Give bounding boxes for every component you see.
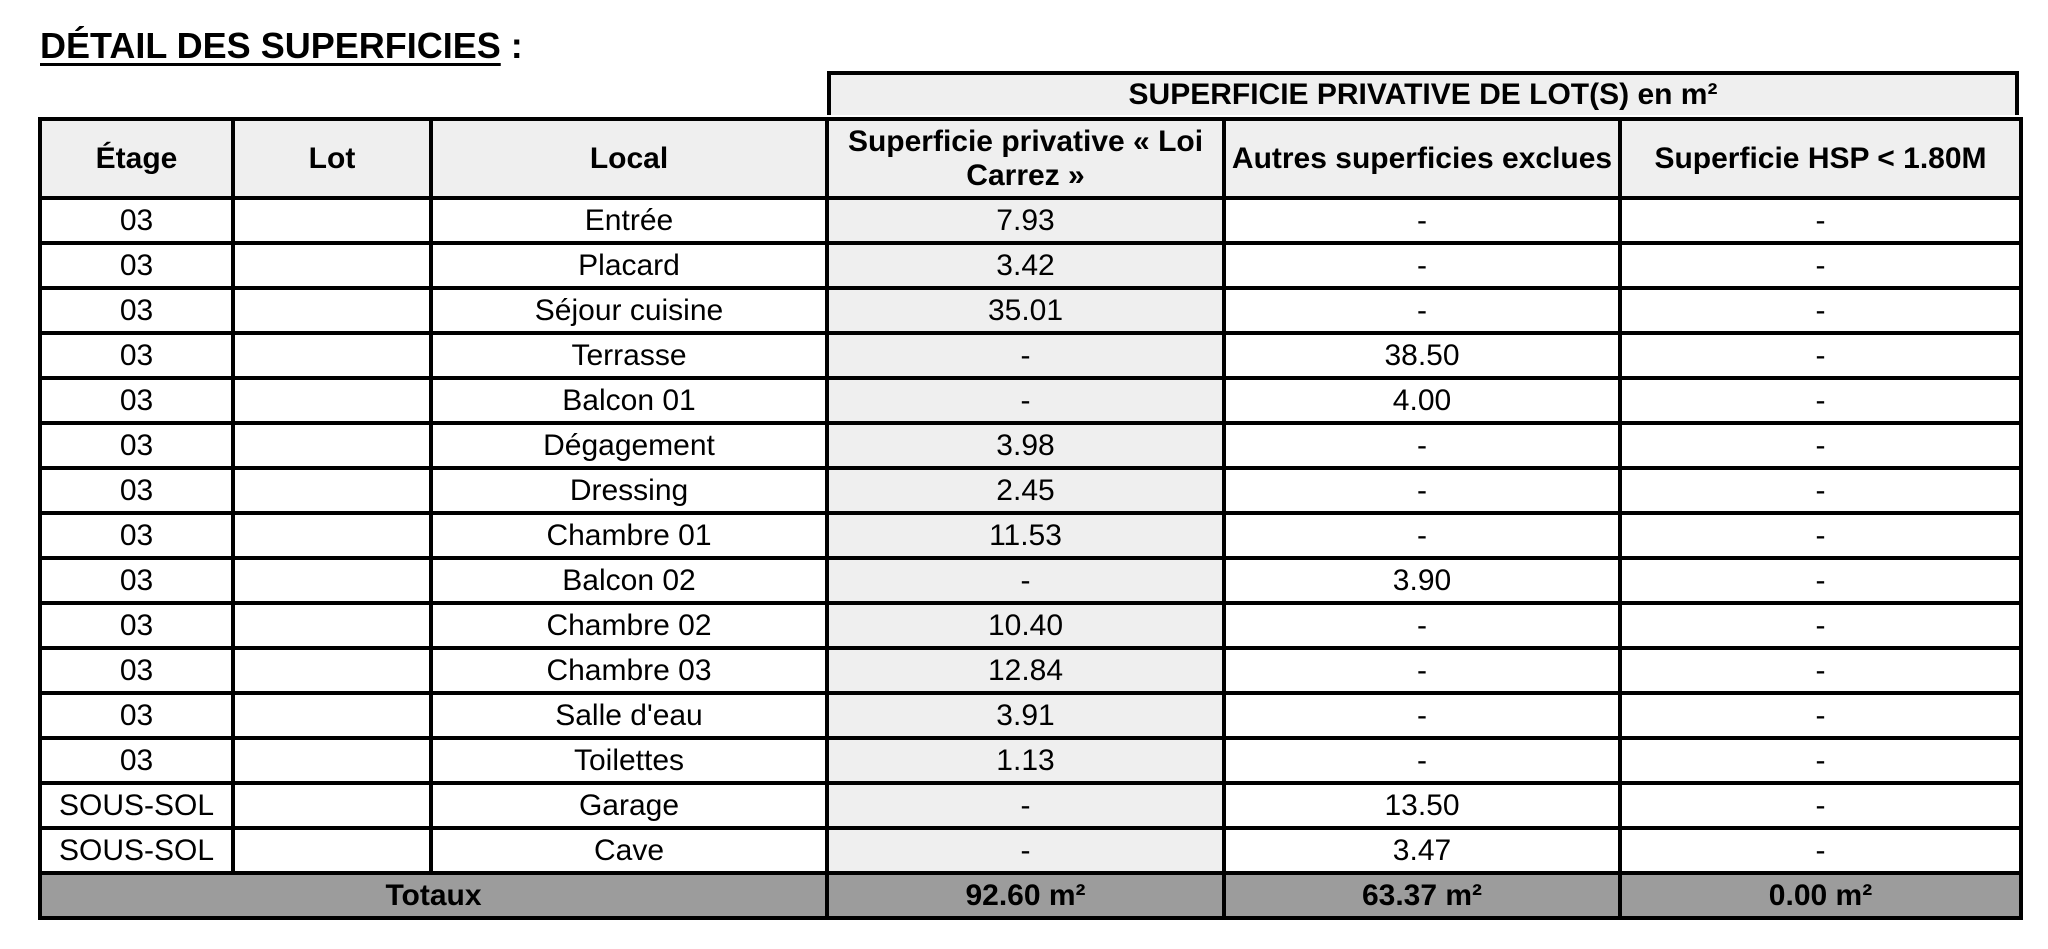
- cell-carrez: 3.98: [827, 423, 1224, 468]
- table-row: [40, 423, 2021, 468]
- cell-local: Toilettes: [431, 738, 827, 783]
- cell-local: Dressing: [431, 468, 827, 513]
- cell-autres: 13.50: [1224, 783, 1620, 828]
- table-row: [40, 513, 2021, 558]
- cell-hsp: -: [1620, 783, 2021, 828]
- cell-carrez: -: [827, 378, 1224, 423]
- total-autres: 63.37 m²: [1224, 873, 1620, 918]
- cell-local: Balcon 02: [431, 558, 827, 603]
- column-header-etage: Étage: [40, 119, 233, 198]
- cell-lot: [233, 333, 431, 378]
- cell-etage: 03: [40, 603, 233, 648]
- totals-row: [40, 873, 2021, 918]
- cell-etage: SOUS-SOL: [40, 783, 233, 828]
- cell-lot: [233, 693, 431, 738]
- column-header-hsp: Superficie HSP < 1.80M: [1620, 119, 2021, 198]
- cell-carrez: -: [827, 828, 1224, 873]
- cell-etage: 03: [40, 648, 233, 693]
- cell-autres: -: [1224, 468, 1620, 513]
- cell-local: Entrée: [431, 198, 827, 243]
- cell-autres: -: [1224, 243, 1620, 288]
- cell-autres: 38.50: [1224, 333, 1620, 378]
- document-title-text: DÉTAIL DES SUPERFICIES: [40, 25, 501, 66]
- cell-lot: [233, 288, 431, 333]
- table-body: [40, 198, 2021, 873]
- cell-hsp: -: [1620, 513, 2021, 558]
- total-carrez: 92.60 m²: [827, 873, 1224, 918]
- table-row: [40, 783, 2021, 828]
- cell-autres: -: [1224, 423, 1620, 468]
- surface-table: [38, 117, 2023, 920]
- cell-local: Placard: [431, 243, 827, 288]
- cell-hsp: -: [1620, 378, 2021, 423]
- cell-lot: [233, 783, 431, 828]
- cell-lot: [233, 243, 431, 288]
- cell-local: Séjour cuisine: [431, 288, 827, 333]
- cell-hsp: -: [1620, 738, 2021, 783]
- table-header-row: [40, 119, 2021, 198]
- cell-lot: [233, 558, 431, 603]
- cell-carrez: 12.84: [827, 648, 1224, 693]
- column-header-lot: Lot: [233, 119, 431, 198]
- cell-hsp: -: [1620, 198, 2021, 243]
- cell-local: Chambre 01: [431, 513, 827, 558]
- document-title-suffix: :: [500, 25, 523, 66]
- table-row: [40, 603, 2021, 648]
- table-row: [40, 738, 2021, 783]
- cell-local: Dégagement: [431, 423, 827, 468]
- cell-autres: 3.90: [1224, 558, 1620, 603]
- table-row: [40, 558, 2021, 603]
- table-row: [40, 828, 2021, 873]
- cell-autres: -: [1224, 603, 1620, 648]
- cell-carrez: -: [827, 333, 1224, 378]
- cell-etage: 03: [40, 333, 233, 378]
- cell-carrez: 3.91: [827, 693, 1224, 738]
- cell-carrez: -: [827, 558, 1224, 603]
- cell-local: Terrasse: [431, 333, 827, 378]
- document-title: [40, 24, 523, 68]
- table-row: [40, 198, 2021, 243]
- column-header-autres: Autres superficies exclues: [1224, 119, 1620, 198]
- cell-etage: 03: [40, 693, 233, 738]
- cell-local: Balcon 01: [431, 378, 827, 423]
- cell-carrez: 2.45: [827, 468, 1224, 513]
- cell-etage: 03: [40, 558, 233, 603]
- totals-label: Totaux: [40, 873, 827, 918]
- cell-etage: 03: [40, 288, 233, 333]
- cell-etage: 03: [40, 378, 233, 423]
- total-hsp: 0.00 m²: [1620, 873, 2021, 918]
- cell-hsp: -: [1620, 468, 2021, 513]
- cell-lot: [233, 423, 431, 468]
- group-header-private-area: SUPERFICIE PRIVATIVE DE LOT(S) en m²: [827, 71, 2019, 115]
- table-row: [40, 333, 2021, 378]
- cell-hsp: -: [1620, 648, 2021, 693]
- column-header-carrez: Superficie privative « Loi Carrez »: [827, 119, 1224, 198]
- cell-carrez: -: [827, 783, 1224, 828]
- cell-lot: [233, 648, 431, 693]
- cell-etage: 03: [40, 468, 233, 513]
- cell-carrez: 1.13: [827, 738, 1224, 783]
- cell-etage: 03: [40, 243, 233, 288]
- cell-lot: [233, 738, 431, 783]
- cell-etage: 03: [40, 423, 233, 468]
- cell-carrez: 10.40: [827, 603, 1224, 648]
- cell-lot: [233, 603, 431, 648]
- cell-carrez: 7.93: [827, 198, 1224, 243]
- cell-lot: [233, 378, 431, 423]
- cell-hsp: -: [1620, 693, 2021, 738]
- cell-lot: [233, 513, 431, 558]
- cell-local: Chambre 03: [431, 648, 827, 693]
- table-row: [40, 288, 2021, 333]
- cell-autres: -: [1224, 513, 1620, 558]
- table-row: [40, 693, 2021, 738]
- cell-hsp: -: [1620, 603, 2021, 648]
- cell-local: Salle d'eau: [431, 693, 827, 738]
- cell-hsp: -: [1620, 828, 2021, 873]
- cell-hsp: -: [1620, 288, 2021, 333]
- cell-hsp: -: [1620, 423, 2021, 468]
- cell-autres: -: [1224, 198, 1620, 243]
- cell-carrez: 11.53: [827, 513, 1224, 558]
- cell-carrez: 3.42: [827, 243, 1224, 288]
- cell-local: Garage: [431, 783, 827, 828]
- cell-lot: [233, 828, 431, 873]
- cell-lot: [233, 468, 431, 513]
- cell-etage: 03: [40, 513, 233, 558]
- cell-hsp: -: [1620, 243, 2021, 288]
- column-header-local: Local: [431, 119, 827, 198]
- table-row: [40, 468, 2021, 513]
- cell-autres: 3.47: [1224, 828, 1620, 873]
- cell-local: Chambre 02: [431, 603, 827, 648]
- cell-autres: -: [1224, 693, 1620, 738]
- cell-carrez: 35.01: [827, 288, 1224, 333]
- table-row: [40, 378, 2021, 423]
- cell-autres: -: [1224, 288, 1620, 333]
- table-row: [40, 243, 2021, 288]
- cell-autres: -: [1224, 738, 1620, 783]
- cell-etage: 03: [40, 738, 233, 783]
- cell-etage: 03: [40, 198, 233, 243]
- cell-hsp: -: [1620, 558, 2021, 603]
- cell-autres: -: [1224, 648, 1620, 693]
- cell-etage: SOUS-SOL: [40, 828, 233, 873]
- cell-local: Cave: [431, 828, 827, 873]
- cell-autres: 4.00: [1224, 378, 1620, 423]
- cell-lot: [233, 198, 431, 243]
- table-row: [40, 648, 2021, 693]
- cell-hsp: -: [1620, 333, 2021, 378]
